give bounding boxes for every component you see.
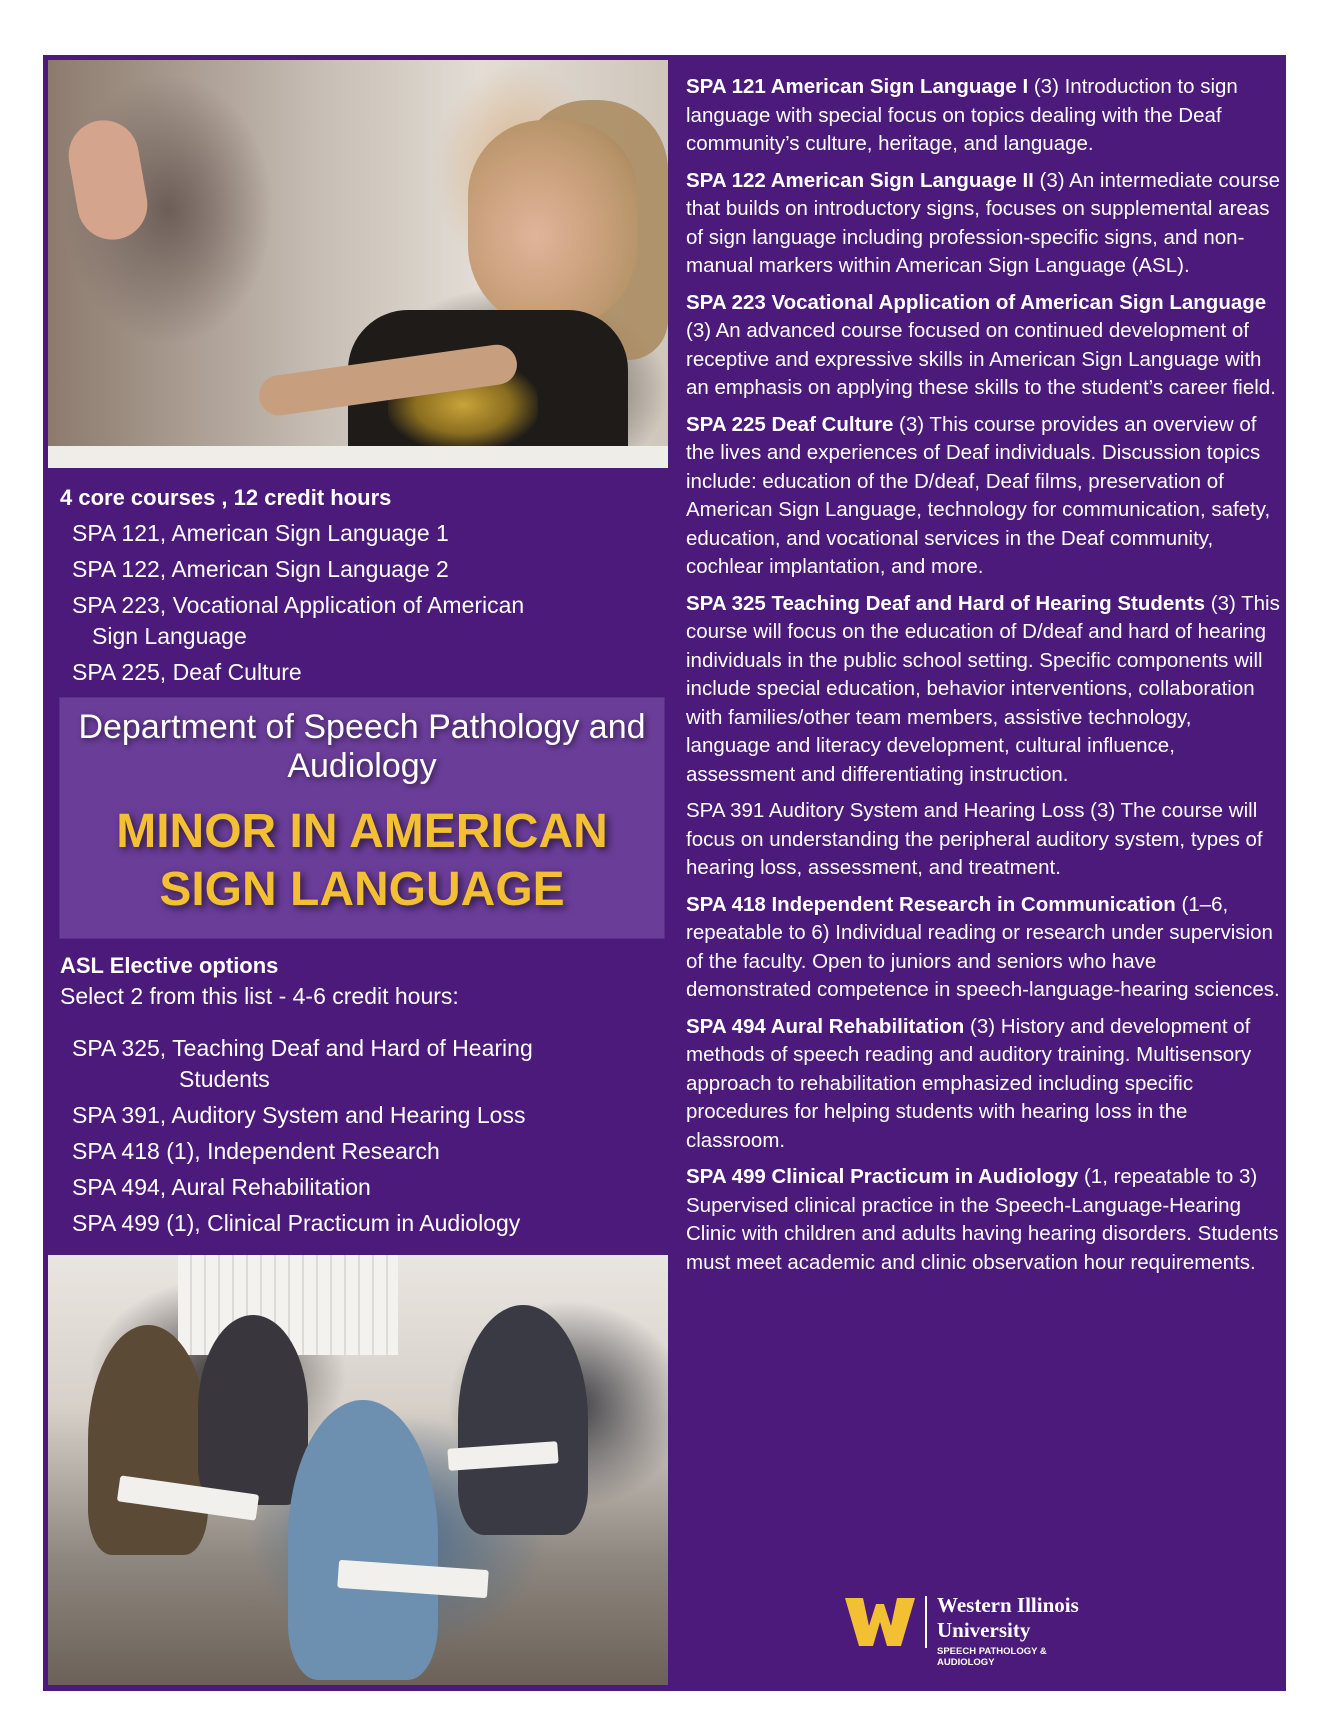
course-description: SPA 499 Clinical Practicum in Audiology (1, repeatable to 3) Supervised clinical practice in the Speech-Language-Hearing Clinic with children and adults having hearing disorders. Students must meet academic and clinic observation hour requirements. xyxy=(686,1165,1279,1274)
list-item: SPA 494, Aural Rehabilitation xyxy=(72,1174,371,1200)
elective-list xyxy=(72,1033,652,1244)
list-item: SPA 391, Auditory System and Hearing Loss xyxy=(72,1102,526,1128)
course-description: SPA 494 Aural Rehabilitation (3) History and development of methods of speech reading and auditory training. Multisensory approach to rehabilitation emphasized including specific procedures for helping students with hearing loss in the classroom. xyxy=(686,1014,1252,1152)
list-item: SPA 122, American Sign Language 2 xyxy=(72,556,449,582)
course-description: SPA 122 American Sign Language II (3) An intermediate course that builds on introductory signs, focuses on supplemental areas of sign language including profession-specific signs, and non-manual markers within American Sign Language (ASL). xyxy=(686,168,1280,277)
department-name: Department of Speech Pathology and Audiology xyxy=(78,708,646,785)
photo-head xyxy=(468,120,638,330)
photo-student xyxy=(458,1305,588,1535)
core-courses-list xyxy=(72,518,632,693)
list-item: SPA 499 (1), Clinical Practicum in Audiology xyxy=(72,1210,521,1236)
w-logo-icon xyxy=(845,1598,915,1646)
minor-title: MINOR IN AMERICAN SIGN LANGUAGE xyxy=(116,805,608,916)
photo-student xyxy=(198,1315,308,1505)
course-description: SPA 121 American Sign Language I (3) Introduction to sign language with special focus on topics dealing with the Deaf community’s culture, heritage, and language. xyxy=(686,75,1238,155)
core-courses-title: 4 core courses , 12 credit hours xyxy=(60,485,392,510)
photo-student xyxy=(88,1325,208,1555)
list-item: SPA 418 (1), Independent Research xyxy=(72,1138,440,1164)
course-description: SPA 325 Teaching Deaf and Hard of Hearing Students (3) This course will focus on the education of D/deaf and hard of hearing individuals in the public school setting. Specific components will include special education, behavior interventions, collaboration with families/other team members, assistive technology, language and literacy development, cultural influence, assessment and differentiating instruction. xyxy=(686,591,1280,786)
photo-desk xyxy=(48,446,668,468)
photo-instructor-signing xyxy=(48,60,668,468)
elective-subtitle: Select 2 from this list - 4-6 credit hours: xyxy=(60,983,459,1009)
photo-student xyxy=(288,1400,438,1680)
course-description: SPA 418 Independent Research in Communication (1–6, repeatable to 6) Individual reading or research under supervision of the faculty. Open to juniors and seniors who have demonstrated competence in speech-language-hearing sciences. xyxy=(686,892,1280,1001)
photo-classroom-students xyxy=(48,1255,668,1685)
course-description: SPA 225 Deaf Culture (3) This course provides an overview of the lives and experiences of Deaf individuals. Discussion topics include: education of the D/deaf, Deaf films, preservation of American Sign Language, technology for communication, safety, education, and vocational services in the Deaf community, cochlear implantation, and more. xyxy=(686,412,1271,578)
logo-divider xyxy=(925,1596,927,1648)
university-name: Western Illinois University xyxy=(937,1593,1079,1642)
elective-title: ASL Elective options xyxy=(60,953,279,978)
course-description: SPA 391 Auditory System and Hearing Loss (3) The course will focus on understanding the peripheral auditory system, types of hearing loss, assessment, and treatment. xyxy=(686,799,1263,879)
photo-hand xyxy=(63,115,153,245)
department-label: SPEECH PATHOLOGY & AUDIOLOGY xyxy=(937,1646,1047,1668)
list-item: SPA 223, Vocational Application of American Sign Language xyxy=(72,592,525,649)
list-item: SPA 225, Deaf Culture xyxy=(72,659,302,685)
list-item: SPA 121, American Sign Language 1 xyxy=(72,520,449,546)
department-banner xyxy=(60,698,664,938)
course-descriptions xyxy=(686,73,1280,1285)
list-item: SPA 325, Teaching Deaf and Hard of Hearing Students xyxy=(72,1035,533,1092)
course-description: SPA 223 Vocational Application of American Sign Language (3) An advanced course focused on continued development of receptive and expressive skills in American Sign Language with an emphasis on applying these skills to the student’s career field. xyxy=(686,290,1276,399)
university-logo xyxy=(845,1590,1145,1675)
